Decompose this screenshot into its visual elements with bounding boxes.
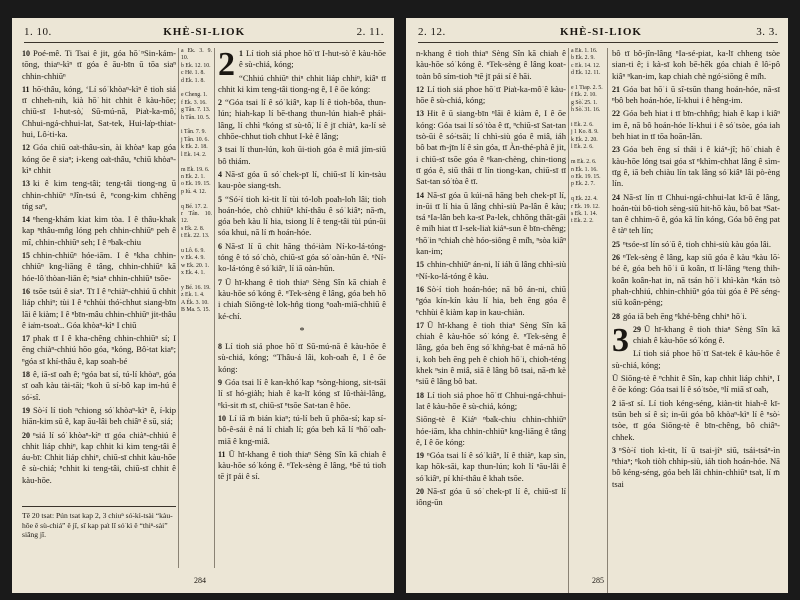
verse-text: Sò͘-í lí tioh ⁿchiong só͘ khòaⁿ-kìⁿ ê, í-kip hiān-kim sū ê, kap āu-lâi beh chiâⁿ ê sū, siá; bbox=[22, 404, 176, 427]
right-page-header bbox=[418, 24, 778, 43]
verse bbox=[218, 413, 386, 447]
verse-text: “Só͘-í tioh kì-tit lí tùi tó-lo̍h poa̍h-lo̍h lâi; tioh hoán-hóe, chò chhiūⁿ khí-thâu ê só͘ kiâⁿ; nā-m̄, góa beh kàu lí hia, tsiong lí ê teng-tâi tùi pún-ūi sóa khui, nā lí m̄ hoán-hóe. bbox=[218, 193, 386, 238]
cross-reference: a Ek. 1. 16. bbox=[571, 48, 598, 54]
right-header-left: 2. 12. bbox=[418, 26, 446, 38]
chapter-number: 2 bbox=[218, 48, 235, 83]
left-column-2 bbox=[218, 48, 386, 593]
cross-reference: a Ek. 3. 9. 10. bbox=[181, 48, 212, 62]
verse-text: Nā-sī góa ū só͘ chek-pī lí ê, chiū-sī lí iông-ūn bbox=[416, 485, 566, 508]
verse-number: 18 bbox=[22, 370, 30, 380]
left-header-right: 2. 11. bbox=[356, 26, 384, 38]
verse bbox=[416, 84, 566, 107]
verse-number: 16 bbox=[22, 286, 30, 296]
verse bbox=[416, 414, 566, 448]
left-header-title: KHÈ-SI-LIOK bbox=[163, 26, 246, 38]
verse-number: 18 bbox=[416, 390, 424, 400]
verse-text: Nā-sī góa ū kúi-nā hāng beh chek-pī lí, in-ūi tī lí hia ū lâng chhì-siù Pa-lân ê kàu; tsá ⁿIa-lân beh ka-sī Pa-lek, chhōng thāt-gāi ê mi̍h hiat tī I-sek-lia̍t kiáⁿ-sun ê bīn-chêng; ⁿhō͘ in ⁿchia̍h chè hóo-siông ê mi̍h, ⁿsòa kiâⁿ kan-im; bbox=[416, 189, 566, 257]
verse bbox=[22, 214, 176, 248]
left-page bbox=[12, 18, 394, 593]
cross-reference: r Tân. 10. 12. bbox=[181, 210, 212, 225]
right-column-2 bbox=[612, 48, 780, 593]
verse-text: Ū hī-khang ê tioh thiaⁿ Sèng Sîn kā chiah ê kàu-hōe só͘ kóng ê. bbox=[633, 323, 780, 346]
verse-text: Góa chiū oa̍t-thâu-sìn, ài khòaⁿ kap góa kóng ōe ê siaⁿ; i-keng oa̍t-thâu, ⁿchiū khòaⁿ-kìⁿ chhit bbox=[22, 142, 176, 175]
cross-reference: j 1 Ko. 8. 9. bbox=[571, 129, 599, 136]
verse bbox=[22, 84, 176, 140]
verse bbox=[218, 194, 386, 239]
verse-text: iā-sī sí. Lí tioh kéng-séng, kiàn-tit hiah-ê kī-tsūn beh sí ê sì; in-ūi góa bô khòaⁿ-kìⁿ lí ê ⁿsò͘-tsòe, tī góa Siōng-tè ê bīn-chêng, bô chiâⁿ-chhek. bbox=[612, 397, 780, 442]
verse bbox=[218, 144, 386, 167]
right-header-title: KHÈ-SI-LIOK bbox=[560, 26, 642, 38]
verse-text: Ū hī-khang ê tioh thiaⁿ Sèng Sîn kā chiah ê kàu-hōe só͘ kóng ê. ⁿTek-sèng ê lâng, góa beh ēng só͘ khǹg-bat ê má-nā hō͘ i, koh beh ēng peh ê chioh hō͘ i, chio̍h-téng khek ⁿsin ê miâ, siā ê lâng bô tsai, nā-m̄ kè ⁿsiū ê lâng bô bat. bbox=[416, 319, 566, 387]
cross-reference: r Ek. 19. 12. bbox=[571, 203, 600, 210]
verse-text: hō͘-thâu, kóng, ‘Lí só͘ khòaⁿ-kìⁿ ê tioh siá tī chheh-nih, kià hō͘ hit chhit ê kàu-hōe; chiū-sī I-hut-sò͘, Sū-mú-nā, Pia̍t-ka-mô͘, Chhui-ngá-chhui-lat, Sat-tek, Hui-la̍p-thiat-hui, Lô͘-ti-ka. bbox=[22, 83, 176, 140]
verse-text: chhin-chhiūⁿ hóe-iām. I ê ⁿkha chhin-chhiūⁿ kng-liāng ê tâng, chhin-chhiūⁿ kā hóe-lô͘ thòan-liān ê; ⁿsiaⁿ chhin-chhiūⁿ tsōe- bbox=[22, 250, 176, 283]
verse-number: 2 bbox=[218, 98, 222, 108]
verse bbox=[22, 369, 176, 403]
verse-text: Nā-sī lí ū chit hāng thó͘-iàm Ní-ko-lá-tóng-tóng ê tó só͘ chò, chiū-sī góa só͘ oàn-hūn ê. ⁿNí-ko-lá-tóng ê só͘ kiâⁿ, lí iā oàn-hūn. bbox=[218, 240, 386, 274]
right-page bbox=[406, 18, 788, 593]
left-cross-references bbox=[178, 48, 215, 568]
verse-number: 11 bbox=[22, 84, 30, 94]
verse-text: Nā-sī góa ū só͘ chek-pī lí, chiū-sī lí kìn-tsàu kau-pòe siang-tsh. bbox=[218, 168, 386, 191]
verse-number: 23 bbox=[612, 145, 620, 155]
cross-reference: e Cheng. 1. bbox=[181, 92, 208, 99]
verse-number: 28 bbox=[612, 311, 620, 321]
verse-number: 17 bbox=[22, 334, 30, 344]
cross-reference: n Ek. 1. 16. bbox=[571, 166, 598, 173]
verse-number: 3 bbox=[612, 445, 616, 455]
verse-number: 15 bbox=[416, 260, 424, 270]
verse bbox=[416, 259, 566, 282]
verse-text: tsai lí thun-lún, koh ūi-tioh góa ê miâ jím-siū bô thiám. bbox=[218, 144, 386, 166]
cross-reference: e 1 Tiap. 2. 5. bbox=[571, 85, 603, 92]
cross-reference: i Ek. 2. 6. bbox=[571, 122, 594, 129]
verse-number: 14 bbox=[22, 215, 30, 225]
verse bbox=[612, 252, 780, 308]
cross-reference: n Ek. 2. 1. bbox=[181, 173, 205, 180]
verse-number: 10 bbox=[218, 413, 226, 423]
left-header-left: 1. 10. bbox=[24, 26, 52, 38]
cross-reference: k Ek. 2. 20. bbox=[571, 136, 598, 143]
verse-text: ⁿsiá lí só͘ khòaⁿ-kìⁿ tī góa chiàⁿ-chhiú ê chhit liáp chhiⁿ, kap chhit ki kim teng-tâi ê áu-bī: Chhit liáp chhiⁿ, chiū-sī chhit kàu-hōe ê sù-chiá; ⁿchhit ki teng-tâi, chiū-sī chhit ê kàu-hōe. bbox=[22, 429, 176, 485]
verse bbox=[22, 142, 176, 176]
verse-text: Góa tsai lí ê kan-khó͘ kap ⁿsòng-hiong, sit-tsāi lí sī hó-giàh; hiah ê ka-lī kóng sī Iû-thài-lâng, ⁿkì-sit m̄ sī, chiū-sī ⁿtsōe Sat-tan ê hōe. bbox=[218, 377, 386, 410]
verse bbox=[218, 48, 386, 71]
cross-reference: p Iú. 4. 12. bbox=[181, 188, 207, 195]
verse-number: 2 bbox=[612, 398, 616, 408]
cross-reference: w Ek. 20. 1. bbox=[181, 262, 210, 269]
verse bbox=[22, 178, 176, 212]
verse bbox=[218, 241, 386, 275]
cross-reference: z Ek. 1. 4. bbox=[181, 292, 205, 299]
cross-reference: m Ek. 2. 6. bbox=[571, 159, 597, 166]
verse-number: 10 bbox=[22, 49, 30, 58]
cross-reference: o Ek. 19. 15. bbox=[181, 181, 211, 188]
verse-text: ⁿSò͘-í tioh kì-tit, lí ū tsai-jíⁿ siū, tsái-tsáⁿ-ìn ⁿthiaⁿ; ⁿkoh tiòh chhip-siù, iáh tioh hoán-hóe. Nā bô kéng-séng, góa beh lâi chhin-chhiūⁿ tsa̍t, lí m̄ tsai bbox=[612, 444, 780, 489]
cross-reference: s Ek. 2. 8. bbox=[181, 225, 205, 232]
verse-text: Siōng-tè ê Kiáⁿ ⁿba̍k-chiu chhin-chhiūⁿ hóe-iām, kha chhin-chhiūⁿ kng-liāng ê tâng ê, I ê ōe kóng: bbox=[416, 414, 566, 447]
cross-reference: B Ma. 5. 15. bbox=[181, 307, 210, 314]
cross-reference: h Tân. 10. 5. bbox=[181, 114, 211, 121]
verse-number: 19 bbox=[22, 405, 30, 415]
right-column-1 bbox=[416, 48, 566, 593]
verse bbox=[22, 48, 176, 82]
cross-reference: t Ek. 22. 13. bbox=[181, 233, 210, 240]
verse bbox=[612, 398, 780, 443]
chapter-number: 3 bbox=[612, 321, 629, 359]
verse-text: tsōe tsúi ê siaⁿ. Tī I ê ⁿchiàⁿ-chhiú ū chhit liáp chhiⁿ; tùi I ê ⁿchhùi thó͘-chhut siang-bīn lāi ê kiàm; I ê ⁿbīn-mâu chhin-chhiūⁿ jit-thâu ê ia̍m-tsoa̍t.. Góa khòaⁿ-kìⁿ I chiū bbox=[22, 285, 176, 330]
verse-number: 12 bbox=[22, 143, 30, 153]
right-cross-references bbox=[568, 48, 608, 593]
verse bbox=[22, 430, 176, 486]
verse bbox=[612, 192, 780, 237]
verse bbox=[22, 250, 176, 284]
cross-reference: k Ek. 2. 18. bbox=[181, 144, 208, 151]
verse bbox=[218, 341, 386, 375]
verse-text: Góa beh hiat i tī bīn-chhn̂g; hiah ê kap i kiâⁿ im ê, nā bô hoán-hóe lí-khui i ê só͘ tsòe, góa iah beh hiat in tī tōa hoān-lān. bbox=[612, 108, 780, 142]
verse bbox=[416, 486, 566, 509]
verse-text: Nā-sī lín tī Chhui-ngá-chhui-lat kī-ū ê lâng, hoán-tùi bô-tioh sèng-siū hit-hō kàu, bô bat ⁿSat-tan ê chhim-ō ê, góa kā lín kóng, Góa bô ēng pat ê tàⁿ teh lín; bbox=[612, 191, 780, 236]
verse-text: Góa beh ēng sí thâi i ê kiáⁿ-jî; hō͘ chiah ê kàu-hōe lóng tsai góa sī ⁿkhìm-chhat lâng ê sìm-tīg ê, iā beh chiàu lín tak lâng só͘ kiâⁿ lâi pò-èng lín. bbox=[612, 144, 780, 189]
verse bbox=[218, 449, 386, 483]
cross-reference: A Ék. 3. 10. bbox=[181, 299, 209, 306]
verse-number: 14 bbox=[416, 190, 424, 200]
cross-reference: y Bé. 16. 19. bbox=[181, 285, 211, 291]
verse-text: Lí tioh siá phoe hō͘ tī Pia̍t-ka-mô͘ ê kàu-hōe ê sù-chiá, kóng; bbox=[416, 83, 566, 106]
verse-text: Lí tioh siá phoe hō͘ tī Sat-tek ê kàu-hōe ê sù-chiá, kóng; bbox=[612, 348, 780, 370]
verse-number: 9 bbox=[218, 378, 222, 388]
cross-reference: h Sò͘. 31. 16. bbox=[571, 107, 601, 114]
cross-reference: m Ek. 19. 6. bbox=[181, 166, 210, 173]
cross-reference: q Ek. 22. 4. bbox=[571, 196, 598, 203]
verse-text: Ū hī-khang ê tioh thiaⁿ Sèng Sîn kā chiah ê kàu-hōe só͘ kóng ê. ⁿTek-sèng ê lâng, ⁿbē tú tio̍h tē jī pái ê sí. bbox=[218, 448, 386, 482]
verse bbox=[612, 84, 780, 107]
verse-text: Ū Siōng-tè ê ⁿchhit ê Sîn, kap chhit liáp chhiⁿ, I ê ōe kóng: Góa tsai lí ê só͘ tsòe, ⁿlí miā sī oa̍h, bbox=[612, 373, 780, 395]
verse bbox=[416, 450, 566, 484]
verse-text: Poé-mê. Ti Tsai ê jit, góa hō͘ ⁿSin-kám-tōng, thiaⁿ-kìⁿ tī góa ê āu-bīn ū tōa siaⁿ chhin-chhiūⁿ bbox=[22, 48, 176, 81]
verse-number: 16 bbox=[416, 284, 424, 294]
section-divider: * bbox=[299, 325, 305, 337]
verse-text: phak tī I ê kha-chêng chhin-chhiūⁿ sí; I ēng chiàⁿ-chhiú hōo góa, ⁿkóng, Bô͘-tat kiaⁿ; ⁿgóa sī khí-thâu ê, kap soah-bé bbox=[22, 333, 176, 366]
verse-text: Lí iā m̄ bián kiaⁿ; tú-lí beh ū phōa-sí; kap sí-bô-ê-sái ê ná lí chia̍h lí; góa beh kā lí ⁿhō͘ oa̍h-miā ê kng-miâ. bbox=[218, 412, 386, 446]
verse-text: góa iā beh ēng ⁿkhé-bêng chhiⁿ hō͘ i. bbox=[623, 310, 747, 321]
verse bbox=[612, 445, 780, 490]
cross-reference: l Ek. 2. 6. bbox=[571, 144, 594, 151]
cross-reference: p Ek. 2. 7. bbox=[571, 181, 595, 188]
verse-text: ê, iā-sī oa̍h ê; ⁿgóa bat sí, tú-lí khòaⁿ, góa sī oa̍h kàu tài-tāi; ⁿkoh ū sí-bô kap im-hú ê só͘-sî. bbox=[22, 369, 176, 402]
verse bbox=[612, 311, 780, 322]
verse-number: 15 bbox=[22, 251, 30, 261]
cross-reference: o Ek. 19. 15. bbox=[571, 173, 601, 180]
verse bbox=[416, 48, 566, 82]
page-number: 285 bbox=[592, 576, 604, 585]
verse-number: 4 bbox=[218, 169, 222, 179]
verse-text: Ū hī-khang ê tioh thiaⁿ Sèng Sîn kā chiah ê kàu-hōe só͘ kóng ê. ⁿTek-sèng ê lâng, góa beh hō͘ i chia̍h Siōng-tè lo̍k-hn̂g tiong ⁿoa̍h-miā-chhiū ê ké-chí. bbox=[218, 276, 386, 321]
verse-number: 13 bbox=[416, 109, 424, 119]
verse bbox=[416, 284, 566, 318]
verse bbox=[612, 239, 780, 250]
right-header-right: 3. 3. bbox=[756, 26, 778, 38]
cross-reference: q Bé. 17. 2. bbox=[181, 203, 208, 210]
verse-text: Hit ê ū siang-bīn ⁿlāi ê kiàm ê, I ê ōe kóng: Góa tsai lí só͘ tòa ê tī, ⁿchiū-sī Sat-tan tsò-ūi ê só͘-tsāi; lí chhì-siù góa ê miâ, iáh bô bat m̄-jīn lí ê sìn góa, tī Àn-thé-phà ê jit, i chiū-sī tsōe góa ê ⁿkan-chèng, chin-tiong tī góa ê, siū thâi tī lín tiong-kan, chiū-sī tī Sat-tan só͘ tòa ê tī. bbox=[416, 108, 566, 187]
verse bbox=[416, 190, 566, 258]
verse-text: ⁿGóa tsai lí ê só͘ kiâⁿ, lí ê thiàⁿ, kap sìn, kap hōk-sāi, kap thun-lún; koh lí ⁿāu-lâi ê só͘ kiâⁿ, pí khí-thâu ê khah tsōe. bbox=[416, 450, 566, 483]
cross-reference: d Ek. 12. 11. bbox=[571, 70, 601, 77]
cross-reference: b Ek. 2. 9. bbox=[571, 55, 595, 62]
verse-number: 29 bbox=[633, 324, 641, 334]
verse-text: ki ê kim teng-tâi; teng-tâi tiong-ng ū chhin-chhiūⁿ ⁿJîn-tsú ê, ⁿcong-kim chhēng tńg saⁿ, bbox=[22, 178, 176, 211]
cross-reference: u Lô. 6. 9. bbox=[181, 247, 205, 254]
verse bbox=[612, 48, 780, 82]
page-number: 284 bbox=[194, 576, 206, 585]
cross-reference: f Ek. 3. 16. bbox=[181, 99, 207, 106]
verse bbox=[612, 324, 780, 347]
cross-reference: c Hē. 1. 8. bbox=[181, 70, 205, 77]
verse bbox=[612, 144, 780, 189]
verse-number: 24 bbox=[612, 192, 620, 202]
verse-text: Lí tioh siá phoe hō͘ tī Chhui-ngá-chhui-lat ê kàu-hōe ê sù-chiá, kóng; bbox=[416, 389, 566, 411]
verse-text: “Chhiú chhiūⁿ thiⁿ chhit liáp chhiⁿ, kiâⁿ tī chhit ki kim teng-tâi tiong-ng ê, I ê ōe kóng: bbox=[218, 72, 386, 94]
verse-number: 7 bbox=[218, 277, 222, 287]
verse-text: Góa bat hō͘ i ū sî-tsūn thang hoán-hóe, nā-sī ⁿbô beh hoán-hóe, lí-khui i ê hêng-im. bbox=[612, 83, 780, 106]
cross-reference: x Ek. 4. 1. bbox=[181, 270, 205, 277]
verse-number: 25 bbox=[612, 239, 620, 249]
verse-text: bô tī bô-jîn-lâng ⁿIa-sé-piat, ka-lī chheng tsòe sian-ti ê; i kà-sī koh bē-hēk góa chiah ê lô͘-pô͘ kiâⁿ ⁿkan-im, kap chiah chè ngó͘-siōng ê mi̍h. bbox=[612, 48, 780, 81]
verse bbox=[218, 169, 386, 192]
verse bbox=[218, 377, 386, 411]
cross-reference: f Ek. 2. 10. bbox=[571, 92, 597, 99]
verse-number: 20 bbox=[22, 430, 30, 440]
verse-number: 21 bbox=[612, 84, 620, 94]
cross-reference: d Ek. 1. 8. bbox=[181, 77, 205, 84]
left-column-1 bbox=[22, 48, 176, 503]
verse bbox=[416, 108, 566, 187]
verse bbox=[612, 348, 780, 371]
verse-number: 5 bbox=[218, 194, 222, 204]
cross-reference: g Tân. 7. 13. bbox=[181, 107, 211, 114]
cross-reference: j Tân. 10. 6. bbox=[181, 136, 209, 143]
verse-number: 13 bbox=[22, 179, 30, 189]
verse-number: 3 bbox=[218, 145, 222, 155]
verse bbox=[612, 373, 780, 396]
cross-reference: b Ek. 12. 10. bbox=[181, 62, 211, 69]
verse bbox=[22, 286, 176, 331]
verse-text: Sò͘-í tioh hoán-hóe; nā bô án-ni, chiū ⁿgóa kín-kín kàu lí hia, beh ēng góa ê ⁿchhùi ê kiàm kap in kau-chiàn. bbox=[416, 283, 566, 317]
verse bbox=[218, 97, 386, 142]
verse-number: 1 bbox=[239, 49, 243, 58]
verse bbox=[22, 333, 176, 367]
cross-reference: l Ek. 14. 2. bbox=[181, 151, 207, 158]
verse-text: Lí tioh siá phoe hō͘ tī Sū-mú-nā ê kàu-hōe ê sù-chiá, kóng; “Thâu-á lâi, koh-oa̍h ê, I ê ōe kóng: bbox=[218, 341, 386, 374]
verse-number: 20 bbox=[416, 486, 424, 496]
cross-reference: i Tân. 7. 9. bbox=[181, 129, 207, 136]
verse bbox=[416, 390, 566, 413]
cross-reference: s Ek. 1. 14. bbox=[571, 210, 598, 217]
verse bbox=[218, 73, 386, 96]
verse-text: Lí tioh siá phoe hō͘ tī I-hut-sò͘ ê kàu-hōe ê sù-chiá, kóng; bbox=[239, 48, 386, 70]
verse-number: 26 bbox=[612, 253, 620, 263]
verse-text: ⁿTek-sèng ê lâng, kap siū góa ê kàu ⁿkàu lō͘-bé ê, góa beh hō͘ i ū koân, tī lí-lâng ⁿteng thih-koân koân-hat in, nā tsán hō͘ i khì-kàn ⁿkán tsò phah-chhiú, chhin-chhiūⁿ góa tùi góa ê Pē séng-siū koân-pèng; bbox=[612, 252, 780, 308]
verse-text: chhin-chhiūⁿ án-ni, lí iáh ū lâng chhì-siù ⁿNí-ko-lá-tóng ê kàu. bbox=[416, 259, 566, 281]
verse bbox=[22, 405, 176, 428]
verse-text: ⁿtsóe-sī lín só͘ ū ê, tioh chhi-siù kàu góa lâi. bbox=[623, 238, 772, 249]
verse-number: 22 bbox=[612, 109, 620, 119]
footnote: Tē 20 tsat: Pún tsat kap 2, 3 chiuⁿ só͘-kì-tsài “kàu-hōe ê sù-chiá” ê jī, sī kap pa̍t lī só͘ kì ê “thiⁿ-sài” siāng jī. bbox=[22, 506, 176, 540]
verse-number: 19 bbox=[416, 451, 424, 461]
verse-number: 17 bbox=[416, 320, 424, 330]
cross-reference: c Ek. 14. 12. bbox=[571, 62, 601, 69]
cross-reference: t Ek. 2. 2. bbox=[571, 218, 594, 225]
verse-number: 6 bbox=[218, 241, 222, 251]
cross-reference: v Ek. 4. 9. bbox=[181, 255, 205, 262]
verse-text: ⁿheng-khám kiat kim tòa. I ê thâu-khak kap ⁿthâu-mn̂g lóng peh chhin-chhiūⁿ peh ê mî, chhin-chhiūⁿ seh; I ê ⁿba̍k-chiu bbox=[22, 214, 176, 247]
verse-text: “Góa tsai lí ê só͘ kiâⁿ, kap lí ê tioh-bôa, thun-lún; hiah-kap lí bē-thang thun-lún hiah-ê phái-lâng, lí chhì ⁿkóng sī sù-tô͘, lí ê jī chiàⁿ, ka-lí sè chhōe-chhut tio̍h chhut I-kè ê lâng; bbox=[218, 97, 386, 142]
verse bbox=[218, 277, 386, 322]
verse bbox=[612, 108, 780, 142]
left-page-header bbox=[24, 24, 384, 43]
verse-number: 11 bbox=[218, 449, 226, 459]
verse-text: n-khang ê tioh thiaⁿ Sèng Sîn kā chiah ê kàu-hōe só͘ kóng ê. ⁿTek-sèng ê lâng koat-toàn bô sím-tioh ⁿtē jī pái sí ê hāi. bbox=[416, 48, 566, 81]
verse-number: 12 bbox=[416, 84, 424, 94]
verse-number: 8 bbox=[218, 342, 222, 352]
cross-reference: g Sò͘. 25. 1. bbox=[571, 99, 598, 106]
verse bbox=[416, 320, 566, 388]
